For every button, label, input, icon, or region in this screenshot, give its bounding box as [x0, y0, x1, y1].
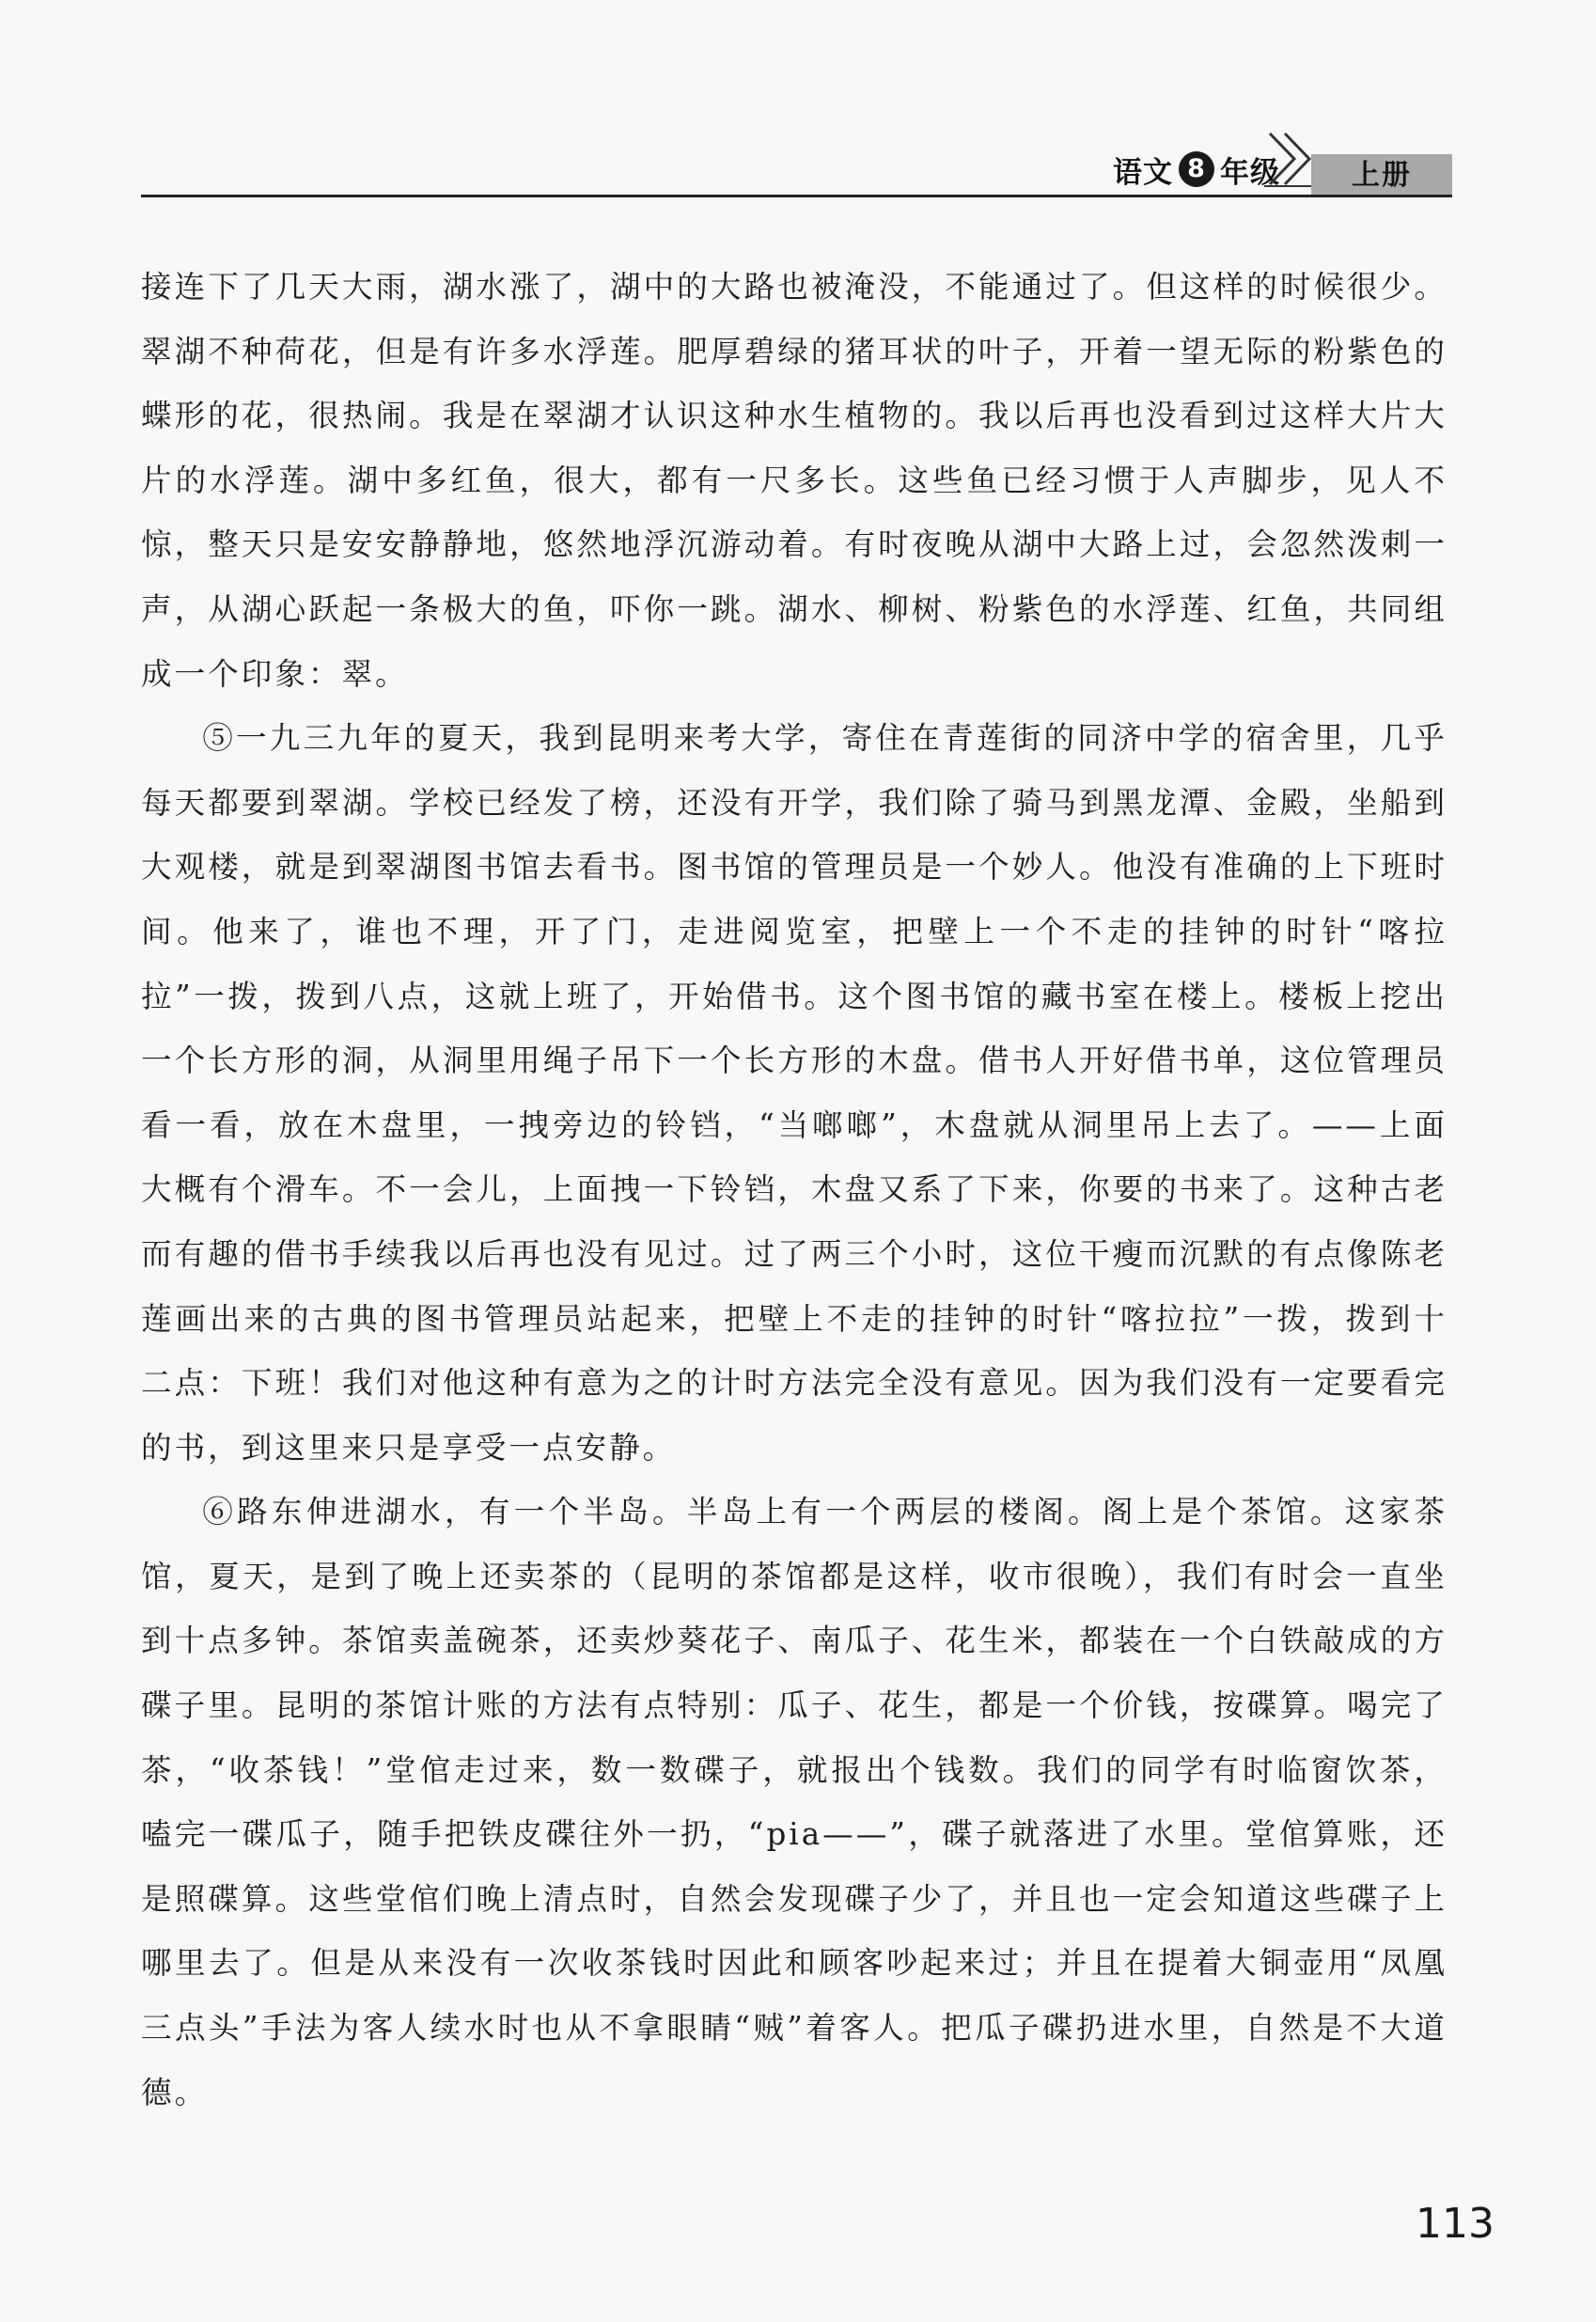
grade-label: 年级: [1220, 155, 1280, 190]
header-title: [1113, 149, 1280, 190]
paragraph-4-continued: 接连下了几天大雨，湖水涨了，湖中的大路也被淹没，不能通过了。但这样的时候很少。翠湖不种荷花，但是有许多水浮莲。肥厚碧绿的猪耳状的叶子，开着一望无际的粉紫色的蝶形的花，很热闹。我是在翠湖才认识这种水生植物的。我以后再也没看到过这样大片大片的水浮莲。湖中多红鱼，很大，都有一尺多长。这些鱼已经习惯于人声脚步，见人不惊，整天只是安安静静地，悠然地浮沉游动着。有时夜晚从湖中大路上过，会忽然泼刺一声，从湖心跃起一条极大的鱼，吓你一跳。湖水、柳树、粉紫色的水浮莲、红鱼，共同组成一个印象：翠。: [141, 269, 1447, 692]
subject-label: 语文: [1113, 155, 1173, 190]
grade-number-badge: 8: [1179, 151, 1214, 187]
article-body: [141, 255, 1447, 2125]
page-header: [141, 141, 1452, 197]
paragraph-6: ⑥路东伸进湖水，有一个半岛。半岛上有一个两层的楼阁。阁上是个茶馆。这家茶馆，夏天，是到了晚上还卖茶的（昆明的茶馆都是这样，收市很晚），我们有时会一直坐到十点多钟。茶馆卖盖碗茶，还卖炒葵花子、南瓜子、花生米，都装在一个白铁敲成的方碟子里。昆明的茶馆计账的方法有点特别：瓜子、花生，都是一个价钱，按碟算。喝完了茶，“收茶钱！”堂倌走过来，数一数碟子，就报出个钱数。我们的同学有时临窗饮茶，嗑完一碟瓜子，随手把铁皮碟往外一扔，“pia——”，碟子就落进了水里。堂倌算账，还是照碟算。这些堂倌们晚上清点时，自然会发现碟子少了，并且也一定会知道这些碟子上哪里去了。但是从来没有一次收茶钱时因此和顾客吵起来过；并且在提着大铜壶用“凤凰三点头”手法为客人续水时也从不拿眼睛“贼”着客人。把瓜子碟扔进水里，自然是不大道德。: [141, 1494, 1447, 2110]
paragraph-5: ⑤一九三九年的夏天，我到昆明来考大学，寄住在青莲街的同济中学的宿舍里，几乎每天都要到翠湖。学校已经发了榜，还没有开学，我们除了骑马到黑龙潭、金殿，坐船到大观楼，就是到翠湖图书馆去看书。图书馆的管理员是一个妙人。他没有准确的上下班时间。他来了，谁也不理，开了门，走进阅览室，把壁上一个不走的挂钟的时针“喀拉拉”一拨，拨到八点，这就上班了，开始借书。这个图书馆的藏书室在楼上。楼板上挖出一个长方形的洞，从洞里用绳子吊下一个长方形的木盘。借书人开好借书单，这位管理员看一看，放在木盘里，一拽旁边的铃铛，“当啷啷”，木盘就从洞里吊上去了。——上面大概有个滑车。不一会儿，上面拽一下铃铛，木盘又系了下来，你要的书来了。这种古老而有趣的借书手续我以后再也没有见过。过了两三个小时，这位干瘦而沉默的有点像陈老莲画出来的古典的图书管理员站起来，把壁上不走的挂钟的时针“喀拉拉”一拨，拨到十二点：下班！我们对他这种有意为之的计时方法完全没有意见。因为我们没有一定要看完的书，到这里来只是享受一点安静。: [141, 720, 1447, 1466]
page-number: 113: [1416, 2200, 1494, 2248]
volume-tab: 上册: [1311, 154, 1452, 197]
header-divider: [141, 195, 1452, 197]
